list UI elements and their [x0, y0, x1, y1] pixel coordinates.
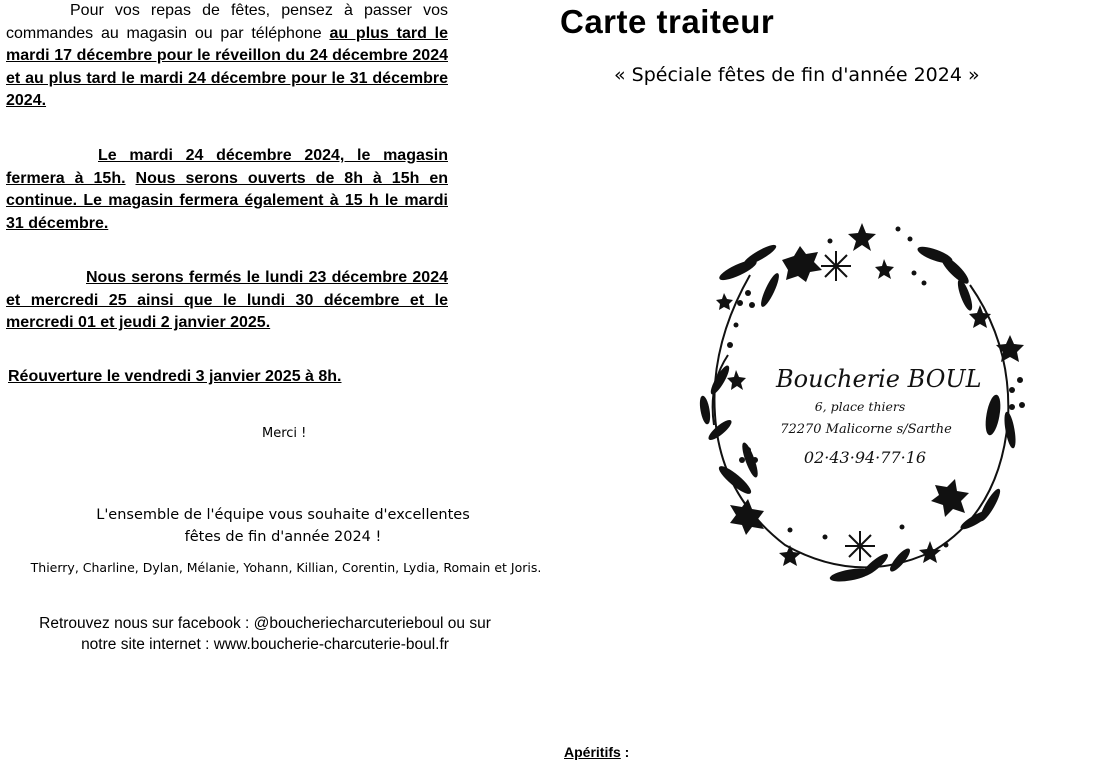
logo-address-line-2: 72270 Malicorne s/Sarthe [780, 422, 952, 437]
logo-address-line-1: 6, place thiers [814, 399, 906, 414]
aperitifs-label: Apéritifs [564, 744, 621, 760]
greeting-line-1: L'ensemble de l'équipe vous souhaite d'excellentes [96, 507, 470, 523]
closing-time-paragraph [6, 145, 448, 235]
website-line: notre site internet : www.boucherie-charcuterie-boul.fr [81, 636, 449, 653]
order-deadline-dates: au plus tard le mardi 17 décembre pour le réveillon du 24 décembre 2024 et au plus tard le mardi 24 décembre pour le 31 décembre 2024. [6, 24, 448, 109]
closed-days-text: Nous serons fermés le lundi 23 décembre 2024 et mercredi 25 ainsi que le lundi 30 décembre et le mercredi 01 et jeudi 2 janvier 2025. [6, 269, 448, 331]
facebook-line: Retrouvez nous sur facebook : @boucheriecharcuterieboul ou sur [39, 615, 491, 632]
closing-time-24: Le mardi 24 décembre 2024, le magasin fermera à 15h. [6, 147, 448, 187]
order-deadline-paragraph [6, 0, 448, 113]
order-deadline-intro: Pour vos repas de fêtes, pensez à passer vos commandes au magasin ou par téléphone [6, 2, 448, 42]
shop-logo [690, 215, 1030, 590]
social-links [20, 613, 510, 655]
page-subtitle: « Spéciale fêtes de fin d'année 2024 » [614, 64, 980, 86]
team-names: Thierry, Charline, Dylan, Mélanie, Yohann, Killian, Corentin, Lydia, Romain et Joris. [30, 560, 542, 575]
thanks-text: Merci ! [262, 426, 307, 441]
reopening-notice: Réouverture le vendredi 3 janvier 2025 à 8h. [8, 368, 342, 385]
closed-days-paragraph [6, 267, 448, 335]
page-title: Carte traiteur [560, 3, 775, 40]
logo-shop-name: Boucherie BOUL [776, 365, 982, 393]
aperitifs-colon: : [620, 744, 630, 760]
season-greeting [60, 504, 506, 548]
greeting-line-2: fêtes de fin d'année 2024 ! [184, 529, 382, 545]
logo-phone: 02·43·94·77·16 [803, 448, 927, 467]
section-heading-aperitifs [564, 744, 629, 760]
opening-hours-note: Nous serons ouverts de 8h à 15h en continue. Le magasin fermera également à 15 h le mardi 31 décembre. [6, 169, 448, 232]
